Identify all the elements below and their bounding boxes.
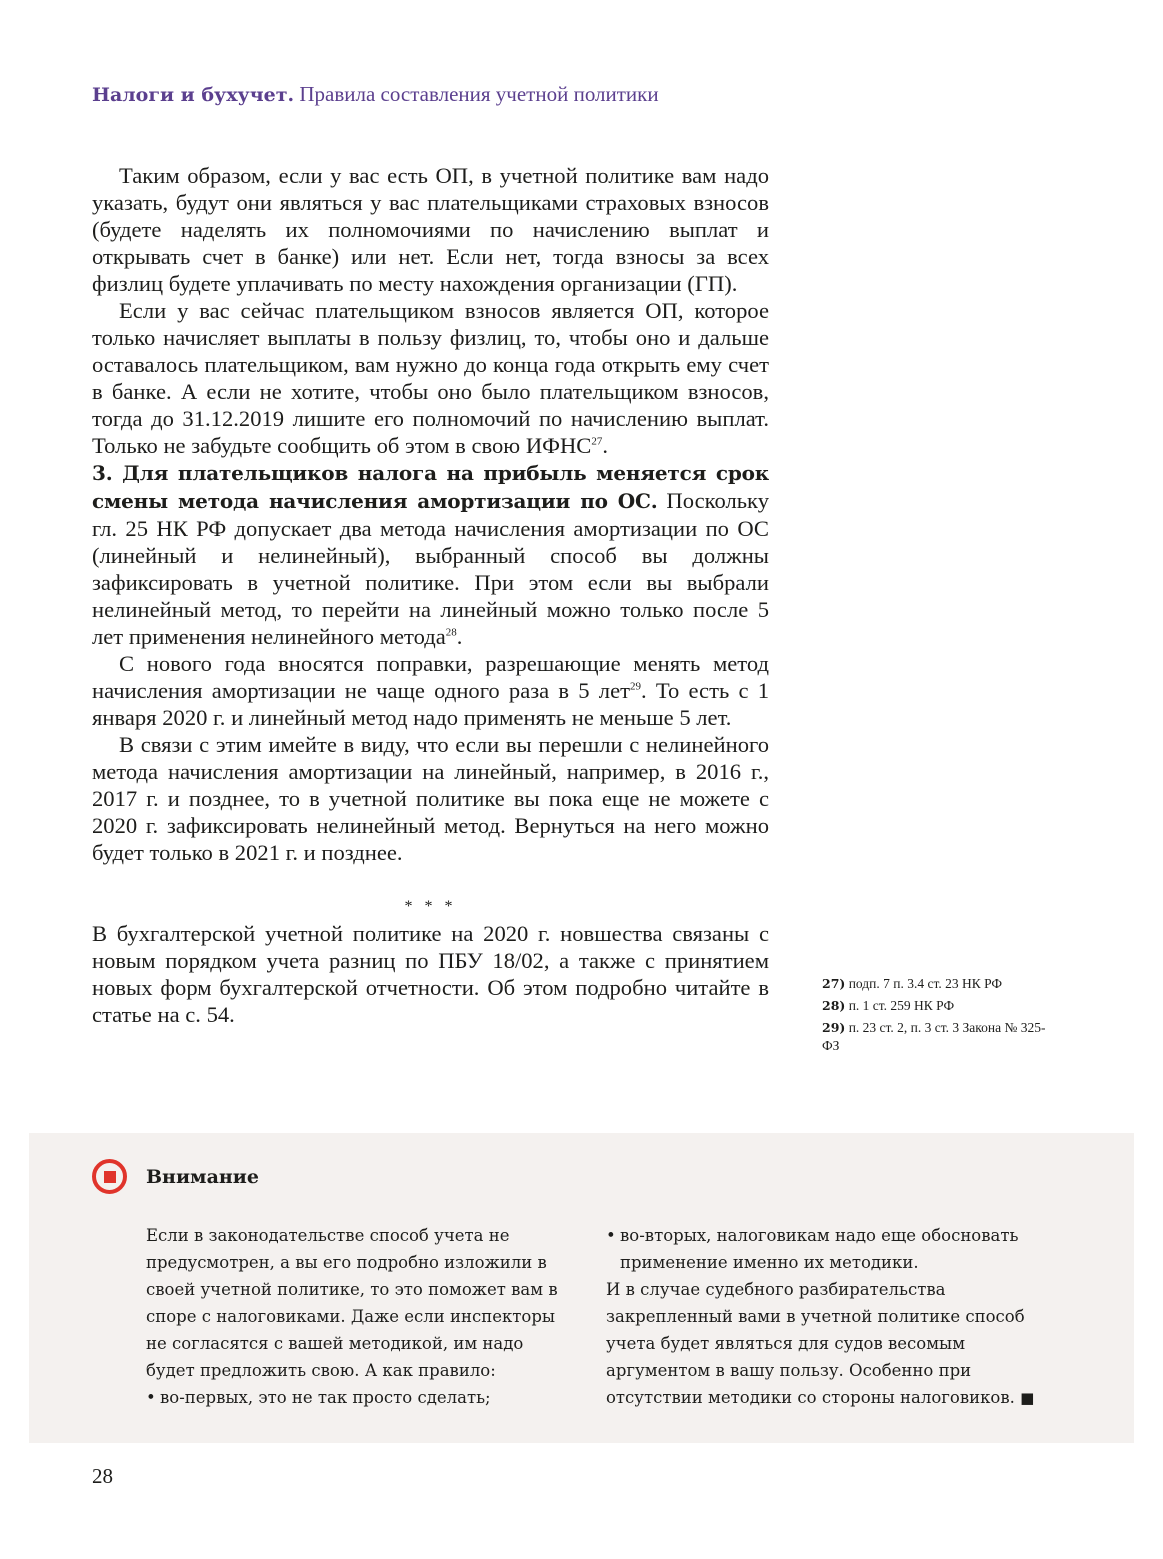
running-head-title: Правила составления учетной политики [299,82,659,106]
section-3-lead: 3. Для плательщиков налога на прибыль меняется срок смены метода начисления амортизации по ОС. [92,461,769,513]
page-number: 28 [92,1464,113,1488]
footnote-ref: 28 [445,626,457,639]
section-3-paragraph: 3. Для плательщиков налога на прибыль меняется срок смены метода начисления амортизации по ОС. Поскольку гл. 25 НК РФ допускает два метода начисления амортизации по ОС (линейный и нелинейный), выбранный способ вы должны зафиксировать в учетной политике. При этом если вы выбрали нелинейный метод, то перейти на линейный можно только после 5 лет применения нелинейного метода$^{28}$. [92,461,770,649]
footnote-item: 29) п. 23 ст. 2, п. 3 ст. 3 Закона № 325-ФЗ [822,1020,1046,1053]
main-text-column [92,162,769,1028]
footnote-ref: 27 [591,435,603,448]
stop-circle-icon [92,1159,127,1194]
bullet-item: • во-вторых, налоговикам надо еще обосновать применение именно их методики. [606,1222,1046,1276]
end-mark-icon: ■ [1020,1389,1035,1407]
running-head-section: Налоги и бухучет. [92,84,295,106]
attention-left-column [146,1222,576,1411]
attention-right-column [606,1222,1046,1412]
paragraph: В бухгалтерской учетной политике на 2020 г. новшества связаны с новым порядком учета разниц по ПБУ 18/02, а также с принятием новых форм бухгалтерской отчетности. Об этом подробно читайте в статье на с. 54. [92,921,769,1027]
paragraph: С нового года вносятся поправки, разрешающие менять метод начисления амортизации не чаще одного раза в 5 лет$^{29}$. То есть с 1 января 2020 г. и линейный метод надо применять не меньше 5 лет. [92,651,770,730]
footnote-item: 27) подп. 7 п. 3.4 ст. 23 НК РФ [822,976,1003,991]
attention-title: Внимание [146,1166,259,1188]
paragraph: Если у вас сейчас плательщиком взносов является ОП, которое только начисляет выплаты в пользу физлиц, то, чтобы оно и дальше оставалось плательщиком, вам нужно до конца года открыть ему счет в банке. А если не хотите, чтобы оно было плательщиком взносов, тогда до 31.12.2019 лишите его полномочий по начислению выплат. Только не забудьте сообщить об этом в свою ИФНС$^{27}$. [92,298,769,458]
footnote-ref: 29 [629,680,641,693]
section-separator: * * * [404,898,457,915]
footnote-item: 28) п. 1 ст. 259 НК РФ [822,998,955,1013]
attention-text: Если в законодательстве способ учета не предусмотрен, а вы его подробно изложили в своей учетной политике, то это поможет вам в споре с налоговиками. Даже если инспекторы не согласятся с вашей методикой, им надо будет предложить свою. А как правило: [146,1226,558,1380]
bullet-item: • во-первых, это не так просто сделать; [146,1384,576,1411]
footnotes [822,975,1047,1059]
perforated-edge [29,1129,1134,1137]
paragraph: Таким образом, если у вас есть ОП, в учетной политике вам надо указать, будут они являться у вас плательщиками страховых взносов (будете наделять их полномочиями по начислению выплат и открывать счет в банке) или нет. Если нет, тогда взносы за всех физлиц будете уплачивать по месту нахождения организации (ГП). [92,163,769,296]
paragraph: В связи с этим имейте в виду, что если вы перешли с нелинейного метода начисления амортизации на линейный, например, в 2016 г., 2017 г. и позднее, то в учетной политике вы пока еще не можете с 2020 г. зафиксировать нелинейный метод. Вернуться на него можно будет только в 2021 г. и позднее. [92,732,769,865]
attention-text: И в случае судебного разбирательства закрепленный вами в учетной политике способ учета будет являться для судов весомым аргументом в вашу пользу. Особенно при отсутствии методики со стороны налоговиков. ■ [606,1280,1035,1407]
attention-box [29,1133,1134,1443]
running-head [92,82,659,107]
